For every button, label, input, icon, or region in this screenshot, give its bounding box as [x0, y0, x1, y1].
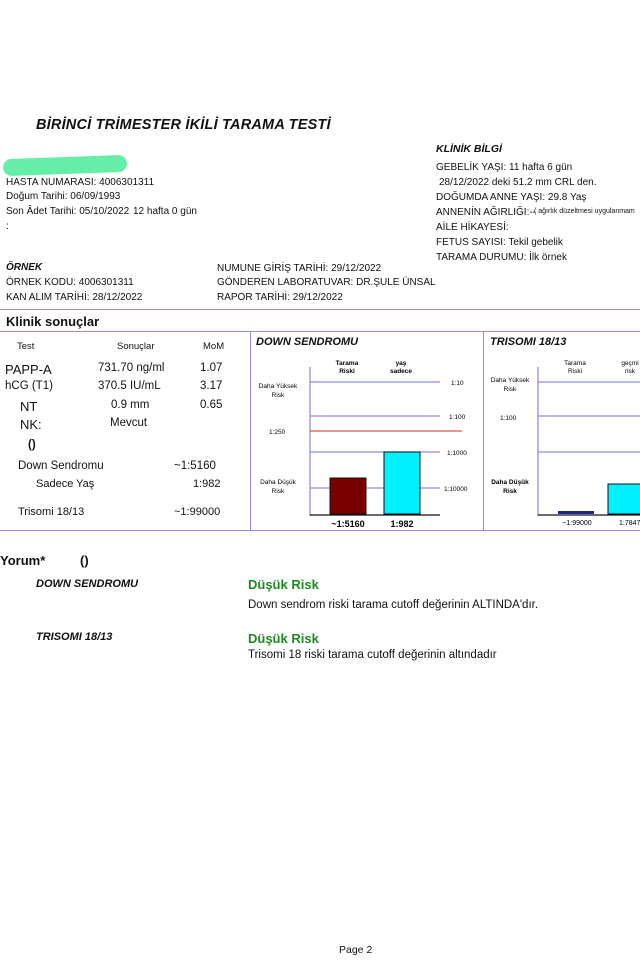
- down-col1-line1: Tarama: [335, 360, 359, 367]
- age-risk-label: Sadece Yaş: [36, 478, 95, 490]
- results-heading: Klinik sonuçlar: [6, 314, 100, 329]
- comment-down-text: Down sendrom riski tarama cutoff değerinin ALTINDA'dır.: [248, 599, 539, 611]
- down-bar-screening: [330, 478, 366, 514]
- comment-down-risk: Düşük Risk: [248, 577, 319, 592]
- test-nk: NK:: [20, 417, 42, 432]
- down-risk-value: ~1:5160: [174, 460, 216, 472]
- tri-bar-screening: [558, 511, 594, 514]
- down-col1-line2: Riski: [339, 368, 355, 375]
- clinic-heading: KLİNİK BİLGİ: [436, 143, 502, 155]
- comment-heading: Yorum*: [0, 553, 46, 568]
- tri-col1-line2: Riski: [567, 368, 583, 375]
- down-tick-1000: 1:1000: [447, 450, 467, 457]
- value-papp-a: 731.70 ng/ml: [98, 362, 165, 374]
- results-top-rule: [0, 309, 640, 310]
- mom-hcg: 3.17: [200, 380, 223, 392]
- comment-trisomy-label: TRISOMI 18/13: [36, 631, 113, 643]
- results-bottom-rule: [0, 530, 640, 531]
- down-high-line1: Daha Yüksek: [258, 383, 298, 390]
- trisomy-chart: [483, 350, 640, 530]
- patient-number: HASTA NUMARASI: 4006301311: [6, 177, 155, 188]
- empty-paren: (): [28, 439, 36, 451]
- test-hcg: hCG (T1): [5, 380, 53, 392]
- tri-value-history: 1:7847: [619, 520, 640, 527]
- tri-col2-line2: risk: [624, 368, 636, 375]
- tri-high-line2: Risk: [503, 386, 517, 393]
- colon-mark: :: [6, 221, 9, 232]
- down-col2-line2: sadece: [389, 368, 413, 375]
- tri-high-line1: Daha Yüksek: [490, 377, 530, 384]
- last-period-weeks: 12 hafta 0 gün: [133, 206, 197, 217]
- redaction-mark: [3, 155, 128, 176]
- col-test: Test: [17, 341, 35, 352]
- down-bar-age: [384, 452, 420, 514]
- weight-note: ( ağırlık düzeltmesi uygulanmam: [534, 208, 635, 215]
- value-nk: Mevcut: [110, 417, 148, 429]
- down-value-screening: ~1:5160: [331, 519, 365, 529]
- gestational-age: GEBELİK YAŞI: 11 hafta 6 gün: [436, 162, 573, 173]
- down-tick-10000: 1:10000: [444, 486, 468, 493]
- trisomy-chart-title: TRISOMI 18/13: [490, 336, 567, 348]
- test-nt: NT: [20, 399, 38, 414]
- family-history: AİLE HİKAYESİ:: [436, 222, 509, 233]
- trisomy-value: ~1:99000: [174, 506, 221, 518]
- sample-heading: ÖRNEK: [6, 262, 43, 273]
- down-chart: [250, 350, 483, 530]
- last-period: Son Âdet Tarihi: 05/10/2022: [6, 206, 130, 217]
- report-date: RAPOR TARİHİ: 29/12/2022: [217, 292, 343, 303]
- crl-date: 28/12/2022 deki 51.2 mm CRL den.: [439, 177, 597, 188]
- mom-papp-a: 1.07: [200, 362, 223, 374]
- value-hcg: 370.5 IU/mL: [98, 380, 161, 392]
- sample-code: ÖRNEK KODU: 4006301311: [6, 277, 134, 288]
- value-nt: 0.9 mm: [111, 399, 150, 411]
- tri-col2-line1: geçmi: [621, 360, 639, 367]
- report-title: BİRİNCİ TRİMESTER İKİLİ TARAMA TESTİ: [36, 117, 331, 133]
- mother-age: DOĞUMDA ANNE YAŞI: 29.8 Yaş: [436, 192, 587, 203]
- age-risk-value: 1:982: [193, 478, 221, 490]
- down-tick-10: 1:10: [451, 380, 464, 387]
- col-result: Sonuçlar: [117, 341, 155, 352]
- tri-low-line2: Risk: [503, 488, 517, 495]
- test-papp-a: PAPP-A: [5, 362, 52, 377]
- tri-tick-100: 1:100: [500, 415, 517, 422]
- comment-paren: (): [80, 553, 89, 568]
- birth-date: Doğum Tarihi: 06/09/1993: [6, 191, 121, 202]
- down-col2-line1: yaş: [395, 360, 407, 367]
- tri-bar-history: [608, 484, 640, 514]
- down-risk-label: Down Sendromu: [18, 460, 104, 472]
- sample-entry-date: NUMUNE GİRİŞ TARİHİ: 29/12/2022: [217, 263, 382, 274]
- results-header-rule: [0, 331, 640, 332]
- blood-date: KAN ALIM TARİHİ: 28/12/2022: [6, 292, 143, 303]
- down-tick-250: 1:250: [269, 429, 286, 436]
- down-value-age: 1:982: [390, 519, 414, 529]
- fetus-count: FETUS SAYISI: Tekil gebelik: [436, 237, 563, 248]
- comment-trisomy-text: Trisomi 18 riski tarama cutoff değerinin altındadır: [248, 649, 497, 661]
- tri-low-line1: Daha Düşük: [491, 479, 529, 486]
- down-chart-title: DOWN SENDROMU: [256, 336, 359, 348]
- down-low-line1: Daha Düşük: [260, 479, 296, 486]
- mom-nt: 0.65: [200, 399, 223, 411]
- screening-status: TARAMA DURUMU: İlk örnek: [436, 252, 567, 263]
- comment-down-label: DOWN SENDROMU: [36, 578, 139, 590]
- down-tick-100: 1:100: [449, 414, 466, 421]
- col-mom: MoM: [203, 341, 225, 352]
- down-high-line2: Risk: [271, 392, 285, 399]
- comment-trisomy-risk: Düşük Risk: [248, 631, 319, 646]
- trisomy-label: Trisomi 18/13: [18, 506, 85, 518]
- tri-col1-line1: Tarama: [564, 360, 586, 367]
- down-low-line2: Risk: [271, 488, 285, 495]
- tri-value-screening: ~1:99000: [562, 520, 592, 527]
- page-number: Page 2: [339, 944, 373, 956]
- sending-lab: GÖNDEREN LABORATUVAR: DR.ŞULE ÜNSAL: [217, 277, 436, 288]
- mother-weight: ANNENİN AĞIRLIĞI:--: [436, 207, 537, 218]
